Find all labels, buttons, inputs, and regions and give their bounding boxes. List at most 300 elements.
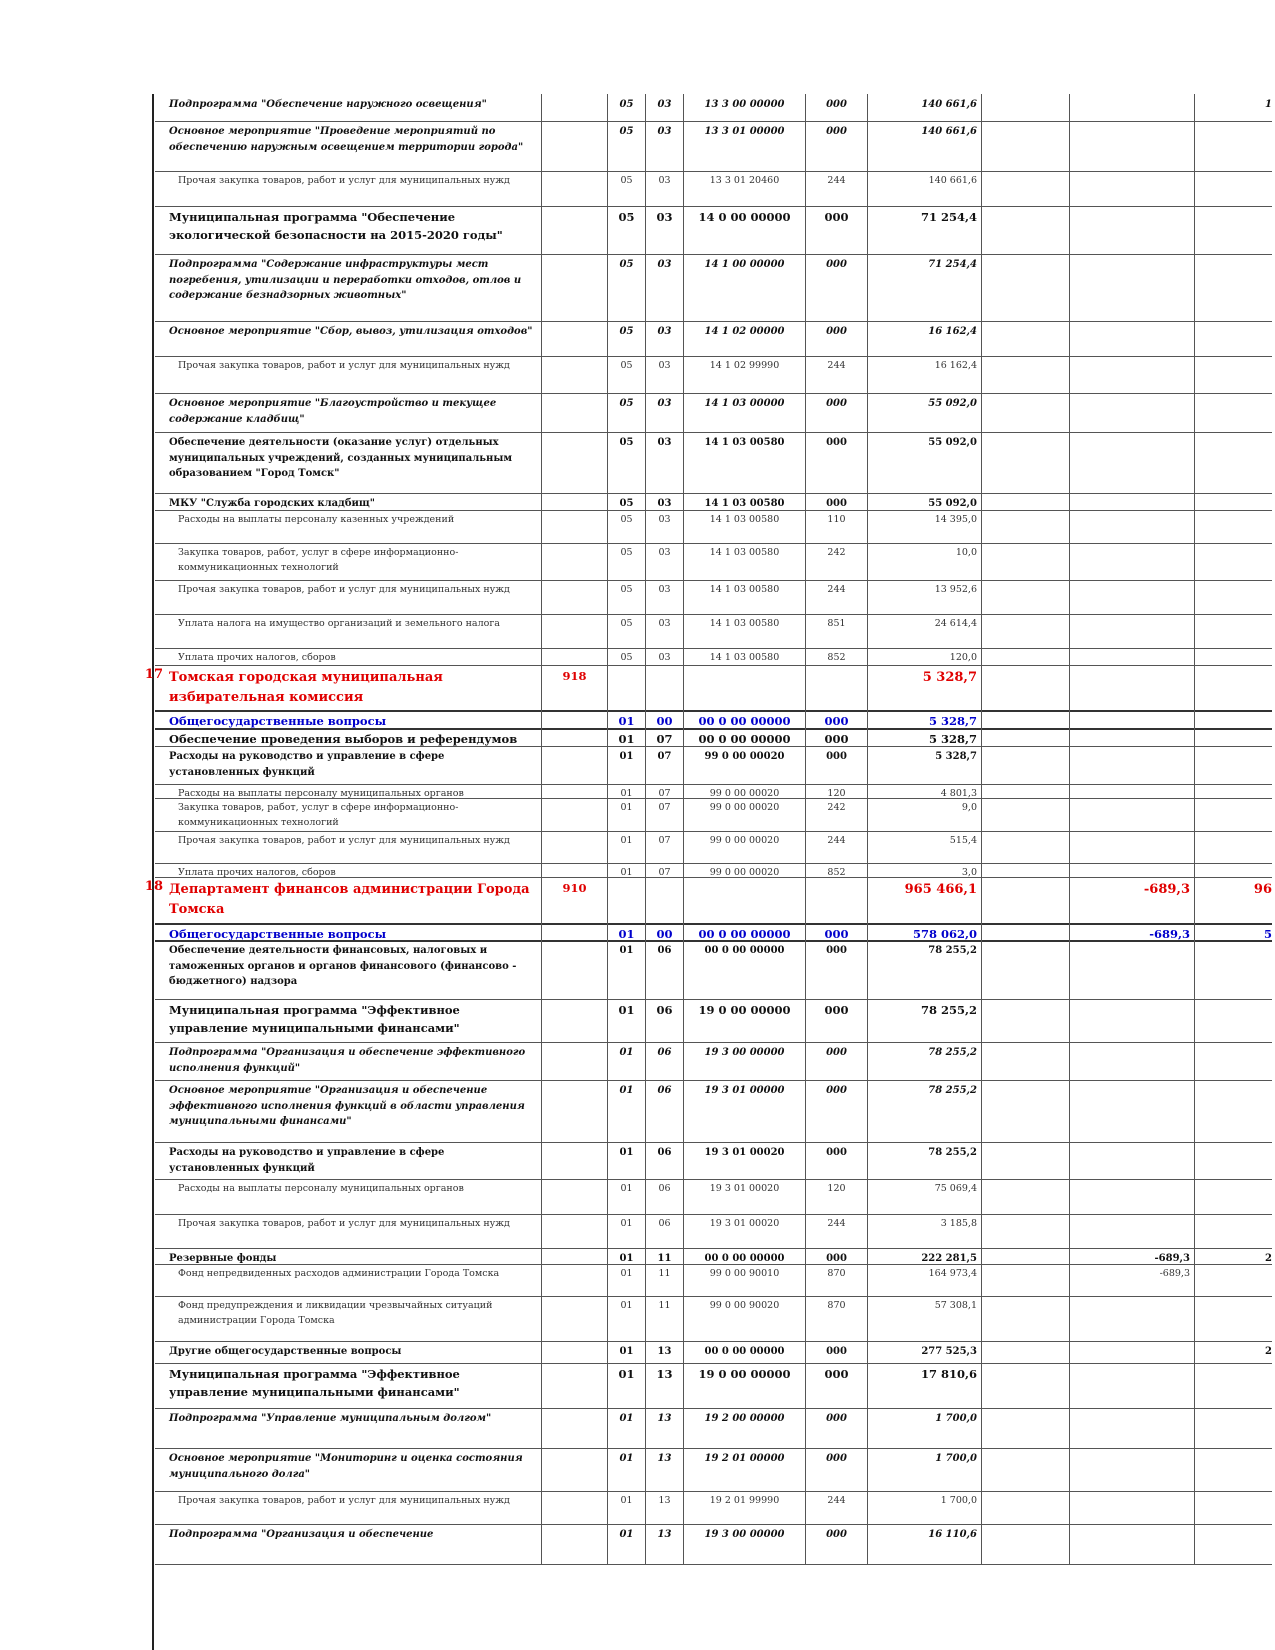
- row-sum-change: [1070, 510, 1195, 543]
- row-sum-final: [1195, 254, 1275, 321]
- row-expense-type: 000: [806, 254, 868, 321]
- row-code: [542, 1491, 608, 1524]
- table-row: [155, 1408, 1275, 1449]
- row-sum-approved: 14 395,0: [868, 510, 982, 543]
- row-expense-type: 244: [806, 1214, 868, 1248]
- row-subsection: 03: [646, 94, 684, 121]
- row-sum-col2: [982, 432, 1070, 493]
- table-row: [155, 648, 1275, 666]
- row-sum-final: [1195, 1214, 1275, 1248]
- row-sum-approved: 71 254,4: [868, 206, 982, 254]
- row-section: 05: [608, 356, 646, 393]
- row-sum-col2: [982, 863, 1070, 877]
- row-sum-final: [1195, 614, 1275, 648]
- row-sum-final: [1195, 1296, 1275, 1341]
- row-expense-type: 000: [806, 1042, 868, 1080]
- row-name: Прочая закупка товаров, работ и услуг для муниципальных нужд: [166, 356, 542, 393]
- row-name: Основное мероприятие "Проведение мероприятий по обеспечению наружным освещением территории города": [166, 121, 542, 171]
- row-sum-change: [1070, 580, 1195, 614]
- row-subsection: 06: [646, 1042, 684, 1080]
- row-sum-approved: 578 062,0: [868, 923, 982, 940]
- row-sum-col2: [982, 614, 1070, 648]
- table-row: [155, 1491, 1275, 1525]
- row-sum-approved: 78 255,2: [868, 1042, 982, 1080]
- row-sum-final: [1195, 746, 1275, 784]
- row-expense-type: 110: [806, 510, 868, 543]
- row-subsection: 03: [646, 432, 684, 493]
- row-name: Основное мероприятие "Организация и обеспечение эффективного исполнения функций в области управления муниципальными финансами": [166, 1080, 542, 1142]
- row-expense-type: 244: [806, 1491, 868, 1524]
- row-expense-type: 000: [806, 746, 868, 784]
- row-code: [542, 746, 608, 784]
- row-sum-col2: [982, 1042, 1070, 1080]
- row-code: [542, 1248, 608, 1264]
- row-sum-approved: 515,4: [868, 831, 982, 863]
- table-row: [155, 1341, 1275, 1364]
- table-row: [155, 1296, 1275, 1342]
- table-row: [155, 1448, 1275, 1492]
- row-section: 05: [608, 94, 646, 121]
- row-target-article: 14 1 02 99990: [684, 356, 806, 393]
- row-sum-approved: 55 092,0: [868, 432, 982, 493]
- row-sum-final: [1195, 1080, 1275, 1142]
- row-target-article: 99 0 00 00020: [684, 863, 806, 877]
- row-target-article: 19 3 01 00020: [684, 1179, 806, 1214]
- table-row: [144, 877, 1275, 925]
- row-name: Подпрограмма "Организация и обеспечение эффективного исполнения функций": [166, 1042, 542, 1080]
- table-row: [155, 121, 1275, 172]
- row-section: 05: [608, 171, 646, 206]
- row-target-article: 19 0 00 00000: [684, 1363, 806, 1408]
- row-sum-change: [1070, 710, 1195, 728]
- row-sum-approved: 5 328,7: [868, 746, 982, 784]
- row-sum-approved: 78 255,2: [868, 1142, 982, 1179]
- table-row: [155, 614, 1275, 649]
- table-row: [155, 543, 1275, 581]
- row-section: 01: [608, 1448, 646, 1491]
- row-sum-change: -689,3: [1070, 1248, 1195, 1264]
- row-sum-change: [1070, 614, 1195, 648]
- table-row: [144, 665, 1275, 712]
- table-row: [155, 1042, 1275, 1081]
- row-target-article: 14 1 03 00580: [684, 543, 806, 580]
- row-sum-final: [1195, 728, 1275, 746]
- row-code: [542, 1264, 608, 1296]
- row-sum-approved: 57 308,1: [868, 1296, 982, 1341]
- table-row: [155, 94, 1275, 122]
- row-subsection: 13: [646, 1448, 684, 1491]
- row-subsection: 03: [646, 580, 684, 614]
- row-sum-final: [1195, 1491, 1275, 1524]
- row-sum-col2: [982, 321, 1070, 356]
- row-code: [542, 648, 608, 665]
- row-sum-approved: 16 162,4: [868, 321, 982, 356]
- row-section: 01: [608, 746, 646, 784]
- row-sum-final: [1195, 493, 1275, 510]
- row-subsection: 13: [646, 1363, 684, 1408]
- row-sum-col2: [982, 710, 1070, 728]
- row-code: [542, 321, 608, 356]
- row-sum-col2: [982, 648, 1070, 665]
- row-name: МКУ "Служба городских кладбищ": [166, 493, 542, 510]
- row-expense-type: 000: [806, 493, 868, 510]
- row-sum-final: [1195, 356, 1275, 393]
- row-subsection: 03: [646, 356, 684, 393]
- row-code: [542, 94, 608, 121]
- row-target-article: 14 1 00 00000: [684, 254, 806, 321]
- row-target-article: 14 1 03 00580: [684, 493, 806, 510]
- row-name: Департамент финансов администрации Города Томска: [166, 877, 542, 923]
- row-sum-change: [1070, 648, 1195, 665]
- row-code: [542, 510, 608, 543]
- row-sum-final: [1195, 393, 1275, 432]
- row-expense-type: 000: [806, 1363, 868, 1408]
- row-subsection: 03: [646, 171, 684, 206]
- row-name: Прочая закупка товаров, работ и услуг для муниципальных нужд: [166, 1214, 542, 1248]
- row-section: 01: [608, 784, 646, 798]
- row-section: 01: [608, 1248, 646, 1264]
- row-target-article: 99 0 00 90020: [684, 1296, 806, 1341]
- row-sum-col2: [982, 510, 1070, 543]
- row-sum-col2: [982, 254, 1070, 321]
- row-subsection: 03: [646, 614, 684, 648]
- row-name: Обеспечение деятельности финансовых, налоговых и таможенных органов и органов финансового (финансово - бюджетного) надзора: [166, 940, 542, 999]
- table-row: [155, 784, 1275, 799]
- row-subsection: 06: [646, 940, 684, 999]
- row-code: [542, 206, 608, 254]
- row-sum-final: [1195, 206, 1275, 254]
- row-target-article: [684, 877, 806, 923]
- row-sum-change: [1070, 432, 1195, 493]
- row-subsection: 07: [646, 728, 684, 746]
- row-sum-approved: 78 255,2: [868, 999, 982, 1042]
- table-row: [155, 1214, 1275, 1249]
- row-subsection: 11: [646, 1296, 684, 1341]
- row-sum-col2: [982, 1179, 1070, 1214]
- row-expense-type: 000: [806, 121, 868, 171]
- row-code: [542, 1042, 608, 1080]
- row-name: Подпрограмма "Управление муниципальным долгом": [166, 1408, 542, 1448]
- row-expense-type: 000: [806, 1142, 868, 1179]
- row-expense-type: 870: [806, 1264, 868, 1296]
- row-code: [542, 254, 608, 321]
- row-sum-approved: 78 255,2: [868, 1080, 982, 1142]
- row-sum-col2: [982, 393, 1070, 432]
- row-target-article: 19 3 00 00000: [684, 1042, 806, 1080]
- row-sum-final: [1195, 784, 1275, 798]
- row-subsection: 06: [646, 1214, 684, 1248]
- table-row: [155, 356, 1275, 394]
- row-sum-approved: 140 661,6: [868, 121, 982, 171]
- row-expense-type: 000: [806, 393, 868, 432]
- row-sum-final: [1195, 171, 1275, 206]
- row-section: 01: [608, 710, 646, 728]
- row-sum-approved: 9,0: [868, 798, 982, 831]
- row-section: 01: [608, 1214, 646, 1248]
- table-left-border: [152, 94, 154, 1650]
- row-section: 01: [608, 863, 646, 877]
- row-name: Другие общегосударственные вопросы: [166, 1341, 542, 1363]
- row-sum-approved: 140 661,6: [868, 94, 982, 121]
- row-subsection: [646, 665, 684, 710]
- row-sum-col2: [982, 121, 1070, 171]
- row-sum-final: [1195, 580, 1275, 614]
- row-subsection: 07: [646, 746, 684, 784]
- row-sum-final: [1195, 999, 1275, 1042]
- row-sum-approved: 17 810,6: [868, 1363, 982, 1408]
- row-sum-change: [1070, 121, 1195, 171]
- row-expense-type: 000: [806, 710, 868, 728]
- row-target-article: 19 3 00 00000: [684, 1524, 806, 1564]
- row-section: 05: [608, 493, 646, 510]
- row-sum-change: -689,3: [1070, 877, 1195, 923]
- row-name: Прочая закупка товаров, работ и услуг для муниципальных нужд: [166, 1491, 542, 1524]
- row-code: [542, 863, 608, 877]
- row-sum-col2: [982, 1248, 1070, 1264]
- row-sum-change: [1070, 1448, 1195, 1491]
- row-sum-col2: [982, 206, 1070, 254]
- row-sum-col2: [982, 1408, 1070, 1448]
- row-subsection: 07: [646, 831, 684, 863]
- row-sum-final: 2: [1265, 1253, 1272, 1264]
- row-expense-type: 000: [806, 432, 868, 493]
- row-sum-approved: 1 700,0: [868, 1491, 982, 1524]
- row-subsection: 03: [646, 648, 684, 665]
- row-sum-final: [1195, 321, 1275, 356]
- row-subsection: 07: [646, 784, 684, 798]
- row-subsection: 07: [646, 798, 684, 831]
- row-target-article: 13 3 00 00000: [684, 94, 806, 121]
- row-sum-change: -689,3: [1070, 1264, 1195, 1296]
- table-row: [155, 254, 1275, 322]
- table-row: [155, 798, 1275, 832]
- row-expense-type: 000: [806, 1080, 868, 1142]
- row-sum-change: [1070, 1524, 1195, 1564]
- row-subsection: 03: [646, 393, 684, 432]
- row-section: 01: [608, 1341, 646, 1363]
- row-sum-final: [1195, 1524, 1275, 1564]
- row-sum-col2: [982, 798, 1070, 831]
- row-sum-change: [1070, 1214, 1195, 1248]
- row-sum-approved: 24 614,4: [868, 614, 982, 648]
- row-target-article: 00 0 00 00000: [684, 1341, 806, 1363]
- row-section: 01: [608, 1408, 646, 1448]
- row-section: 01: [608, 1080, 646, 1142]
- row-expense-type: 000: [806, 940, 868, 999]
- row-target-article: 00 0 00 00000: [684, 728, 806, 746]
- row-code: [542, 171, 608, 206]
- row-code: [542, 923, 608, 940]
- row-sum-change: [1070, 665, 1195, 710]
- row-sum-change: [1070, 1296, 1195, 1341]
- table-row: [155, 746, 1275, 785]
- row-sum-col2: [982, 999, 1070, 1042]
- row-code: [542, 999, 608, 1042]
- row-sum-approved: 277 525,3: [868, 1341, 982, 1363]
- row-target-article: 14 0 00 00000: [684, 206, 806, 254]
- row-subsection: 00: [646, 923, 684, 940]
- row-section: 01: [608, 1491, 646, 1524]
- row-section: 01: [608, 1363, 646, 1408]
- row-expense-type: 244: [806, 831, 868, 863]
- row-target-article: 99 0 00 00020: [684, 746, 806, 784]
- row-code: [542, 1179, 608, 1214]
- row-sum-approved: 55 092,0: [868, 393, 982, 432]
- row-sum-change: [1070, 746, 1195, 784]
- table-row: [155, 999, 1275, 1043]
- row-sum-approved: 13 952,6: [868, 580, 982, 614]
- row-name: Уплата прочих налогов, сборов: [166, 648, 542, 665]
- row-code: [542, 1524, 608, 1564]
- row-section: 05: [608, 580, 646, 614]
- row-name: Фонд непредвиденных расходов администрации Города Томска: [166, 1264, 542, 1296]
- row-sum-approved: 140 661,6: [868, 171, 982, 206]
- row-subsection: 13: [646, 1524, 684, 1564]
- row-code: [542, 831, 608, 863]
- row-sum-change: [1070, 831, 1195, 863]
- row-name: Фонд предупреждения и ликвидации чрезвычайных ситуаций администрации Города Томска: [166, 1296, 542, 1341]
- row-target-article: 14 1 03 00000: [684, 393, 806, 432]
- row-expense-type: 244: [806, 356, 868, 393]
- row-target-article: 13 3 01 20460: [684, 171, 806, 206]
- row-section: 05: [608, 614, 646, 648]
- row-subsection: 06: [646, 999, 684, 1042]
- row-sum-col2: [982, 1491, 1070, 1524]
- row-sum-final: 1: [1265, 99, 1272, 110]
- row-target-article: 14 1 03 00580: [684, 614, 806, 648]
- table-row: [155, 1179, 1275, 1215]
- row-sum-change: [1070, 728, 1195, 746]
- row-sum-final: 2: [1265, 1346, 1272, 1357]
- row-code: [542, 580, 608, 614]
- row-sum-final: [1195, 648, 1275, 665]
- row-section: 01: [608, 923, 646, 940]
- row-sum-col2: [982, 1341, 1070, 1363]
- row-name: Подпрограмма "Организация и обеспечение: [166, 1524, 542, 1564]
- row-expense-type: 000: [806, 1248, 868, 1264]
- row-target-article: 19 0 00 00000: [684, 999, 806, 1042]
- row-section: 01: [608, 728, 646, 746]
- row-sum-col2: [982, 171, 1070, 206]
- row-sum-final: [1195, 1042, 1275, 1080]
- row-expense-type: 852: [806, 863, 868, 877]
- row-sum-approved: 965 466,1: [868, 877, 982, 923]
- row-target-article: 19 3 01 00020: [684, 1142, 806, 1179]
- row-expense-type: 000: [806, 728, 868, 746]
- row-code: [542, 432, 608, 493]
- row-subsection: 06: [646, 1179, 684, 1214]
- row-name: Расходы на выплаты персоналу муниципальных органов: [166, 784, 542, 798]
- row-sum-final: [1195, 1264, 1275, 1296]
- row-expense-type: 000: [806, 94, 868, 121]
- row-sum-change: [1070, 1179, 1195, 1214]
- row-sum-approved: 16 110,6: [868, 1524, 982, 1564]
- row-target-article: [684, 665, 806, 710]
- row-sum-change: [1070, 543, 1195, 580]
- row-sum-change: [1070, 784, 1195, 798]
- row-sum-final: [1195, 1448, 1275, 1491]
- row-section: 01: [608, 1264, 646, 1296]
- row-sum-approved: 78 255,2: [868, 940, 982, 999]
- row-sum-col2: [982, 1214, 1070, 1248]
- row-sum-final: [1195, 1408, 1275, 1448]
- row-sum-approved: 5 328,7: [868, 728, 982, 746]
- row-target-article: 00 0 00 00000: [684, 710, 806, 728]
- row-sum-approved: 4 801,3: [868, 784, 982, 798]
- row-subsection: 03: [646, 543, 684, 580]
- row-expense-type: 000: [806, 923, 868, 940]
- row-target-article: 99 0 00 90010: [684, 1264, 806, 1296]
- row-section: [608, 877, 646, 923]
- row-name: Расходы на руководство и управление в сфере установленных функций: [166, 1142, 542, 1179]
- row-sum-approved: 71 254,4: [868, 254, 982, 321]
- row-subsection: 13: [646, 1341, 684, 1363]
- row-sum-final: [1195, 1179, 1275, 1214]
- row-sum-final: [1195, 121, 1275, 171]
- row-sum-change: [1070, 798, 1195, 831]
- row-sum-final: [1195, 510, 1275, 543]
- row-number: 17: [144, 667, 163, 682]
- row-section: 01: [608, 1179, 646, 1214]
- row-code: [542, 1408, 608, 1448]
- row-code: [542, 543, 608, 580]
- row-subsection: 06: [646, 1142, 684, 1179]
- table-row: [155, 710, 1275, 730]
- table-row: [155, 493, 1275, 511]
- row-name: Подпрограмма "Содержание инфраструктуры мест погребения, утилизации и переработки отходов, отлов и содержание безнадзорных животных": [166, 254, 542, 321]
- row-name: Общегосударственные вопросы: [166, 710, 542, 728]
- row-sum-col2: [982, 746, 1070, 784]
- row-sum-approved: 3,0: [868, 863, 982, 877]
- table-row: [155, 432, 1275, 494]
- table-row: [155, 863, 1275, 878]
- row-section: 05: [608, 121, 646, 171]
- row-target-article: 14 1 03 00580: [684, 580, 806, 614]
- row-sum-final: 5: [1263, 927, 1272, 940]
- row-expense-type: 242: [806, 543, 868, 580]
- row-sum-col2: [982, 940, 1070, 999]
- row-subsection: 11: [646, 1248, 684, 1264]
- row-sum-final: [1195, 940, 1275, 999]
- row-sum-final: [1195, 798, 1275, 831]
- row-sum-final: [1195, 543, 1275, 580]
- row-name: Муниципальная программа "Эффективное управление муниципальными финансами": [166, 1363, 542, 1408]
- table-row: [155, 1264, 1275, 1297]
- row-target-article: 14 1 02 00000: [684, 321, 806, 356]
- row-expense-type: [806, 665, 868, 710]
- row-section: 01: [608, 1142, 646, 1179]
- row-sum-final: [1195, 665, 1275, 710]
- row-name: Закупка товаров, работ, услуг в сфере информационно-коммуникационных технологий: [166, 798, 542, 831]
- row-expense-type: 851: [806, 614, 868, 648]
- table-row: [155, 206, 1275, 255]
- table-row: [155, 321, 1275, 357]
- row-section: 01: [608, 999, 646, 1042]
- row-sum-approved: 1 700,0: [868, 1448, 982, 1491]
- row-section: 05: [608, 254, 646, 321]
- row-sum-col2: [982, 665, 1070, 710]
- row-target-article: 19 3 01 00020: [684, 1214, 806, 1248]
- row-sum-approved: 164 973,4: [868, 1264, 982, 1296]
- table-row: [155, 1142, 1275, 1180]
- row-sum-change: [1070, 171, 1195, 206]
- row-sum-change: [1070, 1142, 1195, 1179]
- row-sum-approved: 222 281,5: [868, 1248, 982, 1264]
- row-expense-type: [806, 877, 868, 923]
- row-sum-col2: [982, 1142, 1070, 1179]
- table-row: [155, 393, 1275, 433]
- row-sum-change: [1070, 1491, 1195, 1524]
